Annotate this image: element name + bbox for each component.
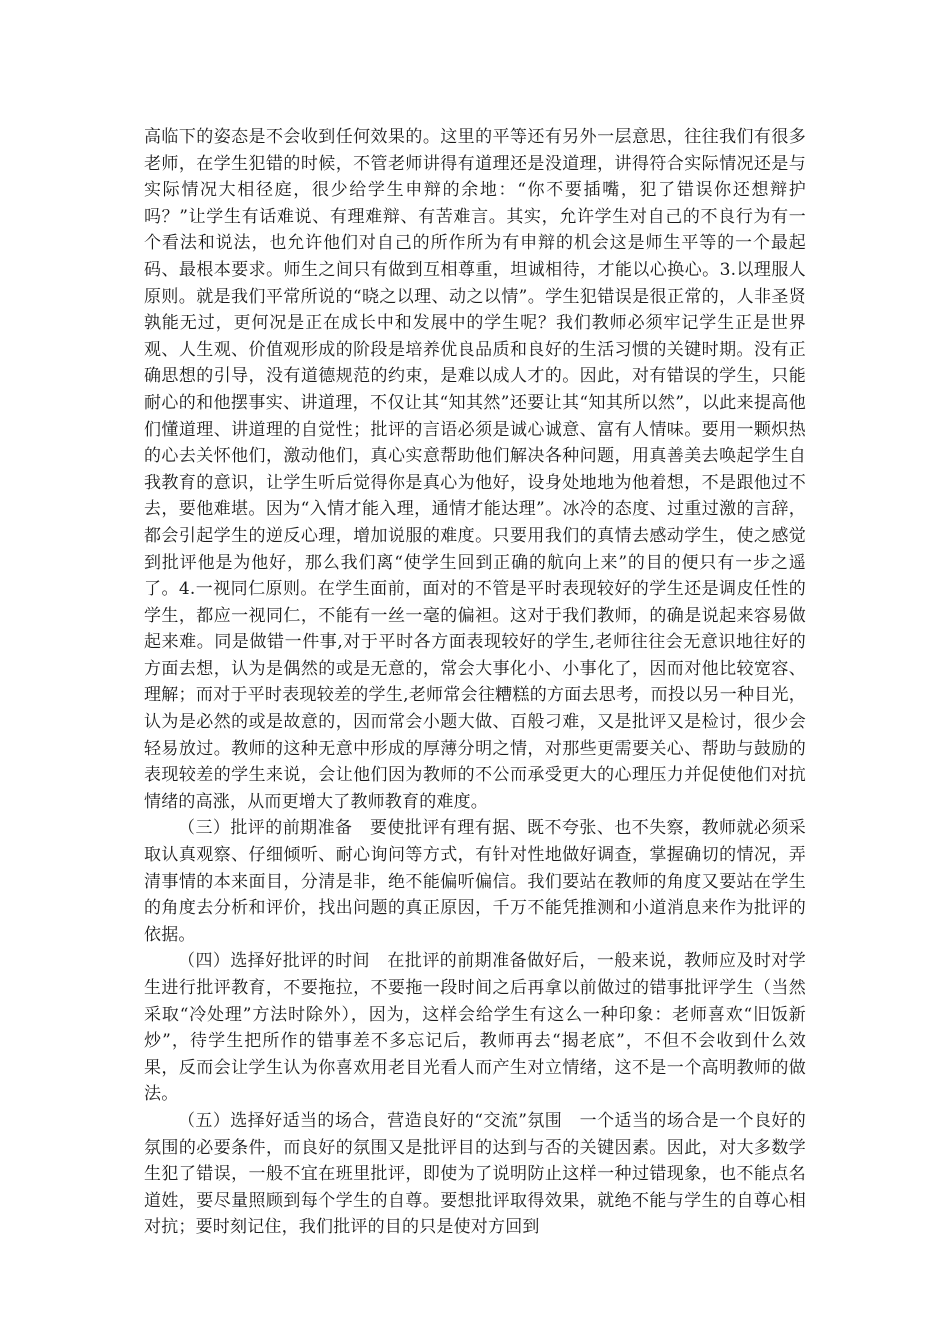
- document-page: [144, 124, 806, 1241]
- section-four-timing-paragraph: （四）选择好批评的时间 在批评的前期准备做好后，一般来说，教师应及时对学生进行批评教育，不要拖拉，不要拖一段时间之后再拿以前做过的错事批评学生（当然采取“冷处理”方法时除外），因为，这样会给学生有这么一种印象：老师喜欢“旧饭新炒”，待学生把所作的错事差不多忘记后，教师再去“揭老底”，不但不会收到什么效果，反而会让学生认为你喜欢用老目光看人而产生对立情绪，这不是一个高明教师的做法。: [144, 951, 806, 1105]
- body-paragraph-1: 高临下的姿态是不会收到任何效果的。这里的平等还有另外一层意思，往往我们有很多老师，在学生犯错的时候，不管老师讲得有道理还是没道理，讲得符合实际情况还是与实际情况大相径庭，很少给学生申辩的余地：“你不要插嘴，犯了错误你还想辩护吗？”让学生有话难说、有理难辩、有苦难言。其实，允许学生对自己的不良行为有一个看法和说法，也允许他们对自己的所作所为有申辩的机会这是师生平等的一个最起码、最根本要求。师生之间只有做到互相尊重，坦诚相待，才能以心换心。3.以理服人原则。就是我们平常所说的“晓之以理、动之以情”。学生犯错误是很正常的，人非圣贤孰能无过，更何况是正在成长中和发展中的学生呢？我们教师必须牢记学生正是世界观、人生观、价值观形成的阶段是培养优良品质和良好的生活习惯的关键时期。没有正确思想的引导，没有道德规范的约束，是难以成人才的。因此，对有错误的学生，只能耐心的和他摆事实、讲道理，不仅让其“知其然”还要让其“知其所以然”，以此来提高他们懂道理、讲道理的自觉性；批评的言语必须是诚心诚意、富有人情味。要用一颗炽热的心去关怀他们，激动他们，真心实意帮助他们解决各种问题，用真善美去唤起学生自我教育的意识，让学生听后觉得你是真心为他好，设身处地地为他着想，不是跟他过不去，要他难堪。因为“入情才能入理，通情才能达理”。冰冷的态度、过重过激的言辞，都会引起学生的逆反心理，增加说服的难度。只要用我们的真情去感动学生，使之感觉到批评他是为他好，那么我们离“使学生回到正确的航向上来”的目的便只有一步之遥了。4.一视同仁原则。在学生面前，面对的不管是平时表现较好的学生还是调皮任性的学生，都应一视同仁，不能有一丝一毫的偏袒。这对于我们教师，的确是说起来容易做起来难。同是做错一件事,对于平时各方面表现较好的学生,老师往往会无意识地往好的方面去想，认为是偶然的或是无意的，常会大事化小、小事化了，因而对他比较宽容、理解；而对于平时表现较差的学生,老师常会往糟糕的方面去思考，而投以另一种目光，认为是必然的或是故意的，因而常会小题大做、百般刁难，又是批评又是检讨，很少会轻易放过。教师的这种无意中形成的厚薄分明之情，对那些更需要关心、帮助与鼓励的表现较差的学生来说，会让他们因为教师的不公而承受更大的心理压力并促使他们对抗情绪的高涨，从而更增大了教师教育的难度。: [144, 127, 806, 812]
- section-three-preparation-paragraph: （三）批评的前期准备 要使批评有理有据、既不夸张、也不失察，教师就必须采取认真观察、仔细倾听、耐心询问等方式，有针对性地做好调查，掌握确切的情况，弄清事情的本来面目，分清是非，绝不能偏听偏信。我们要站在教师的角度又要站在学生的角度去分析和评价，找出问题的真正原因，千万不能凭推测和小道消息来作为批评的依据。: [144, 818, 806, 945]
- section-five-occasion-paragraph: （五）选择好适当的场合，营造良好的“交流”氛围 一个适当的场合是一个良好的氛围的必要条件，而良好的氛围又是批评目的达到与否的关键因素。因此，对大多数学生犯了错误，一般不宜在班里批评，即使为了说明防止这样一种过错现象，也不能点名道姓，要尽量照顾到每个学生的自尊。要想批评取得效果，就绝不能与学生的自尊心相对抗；要时刻记住，我们批评的目的只是使对方回到: [144, 1110, 806, 1238]
